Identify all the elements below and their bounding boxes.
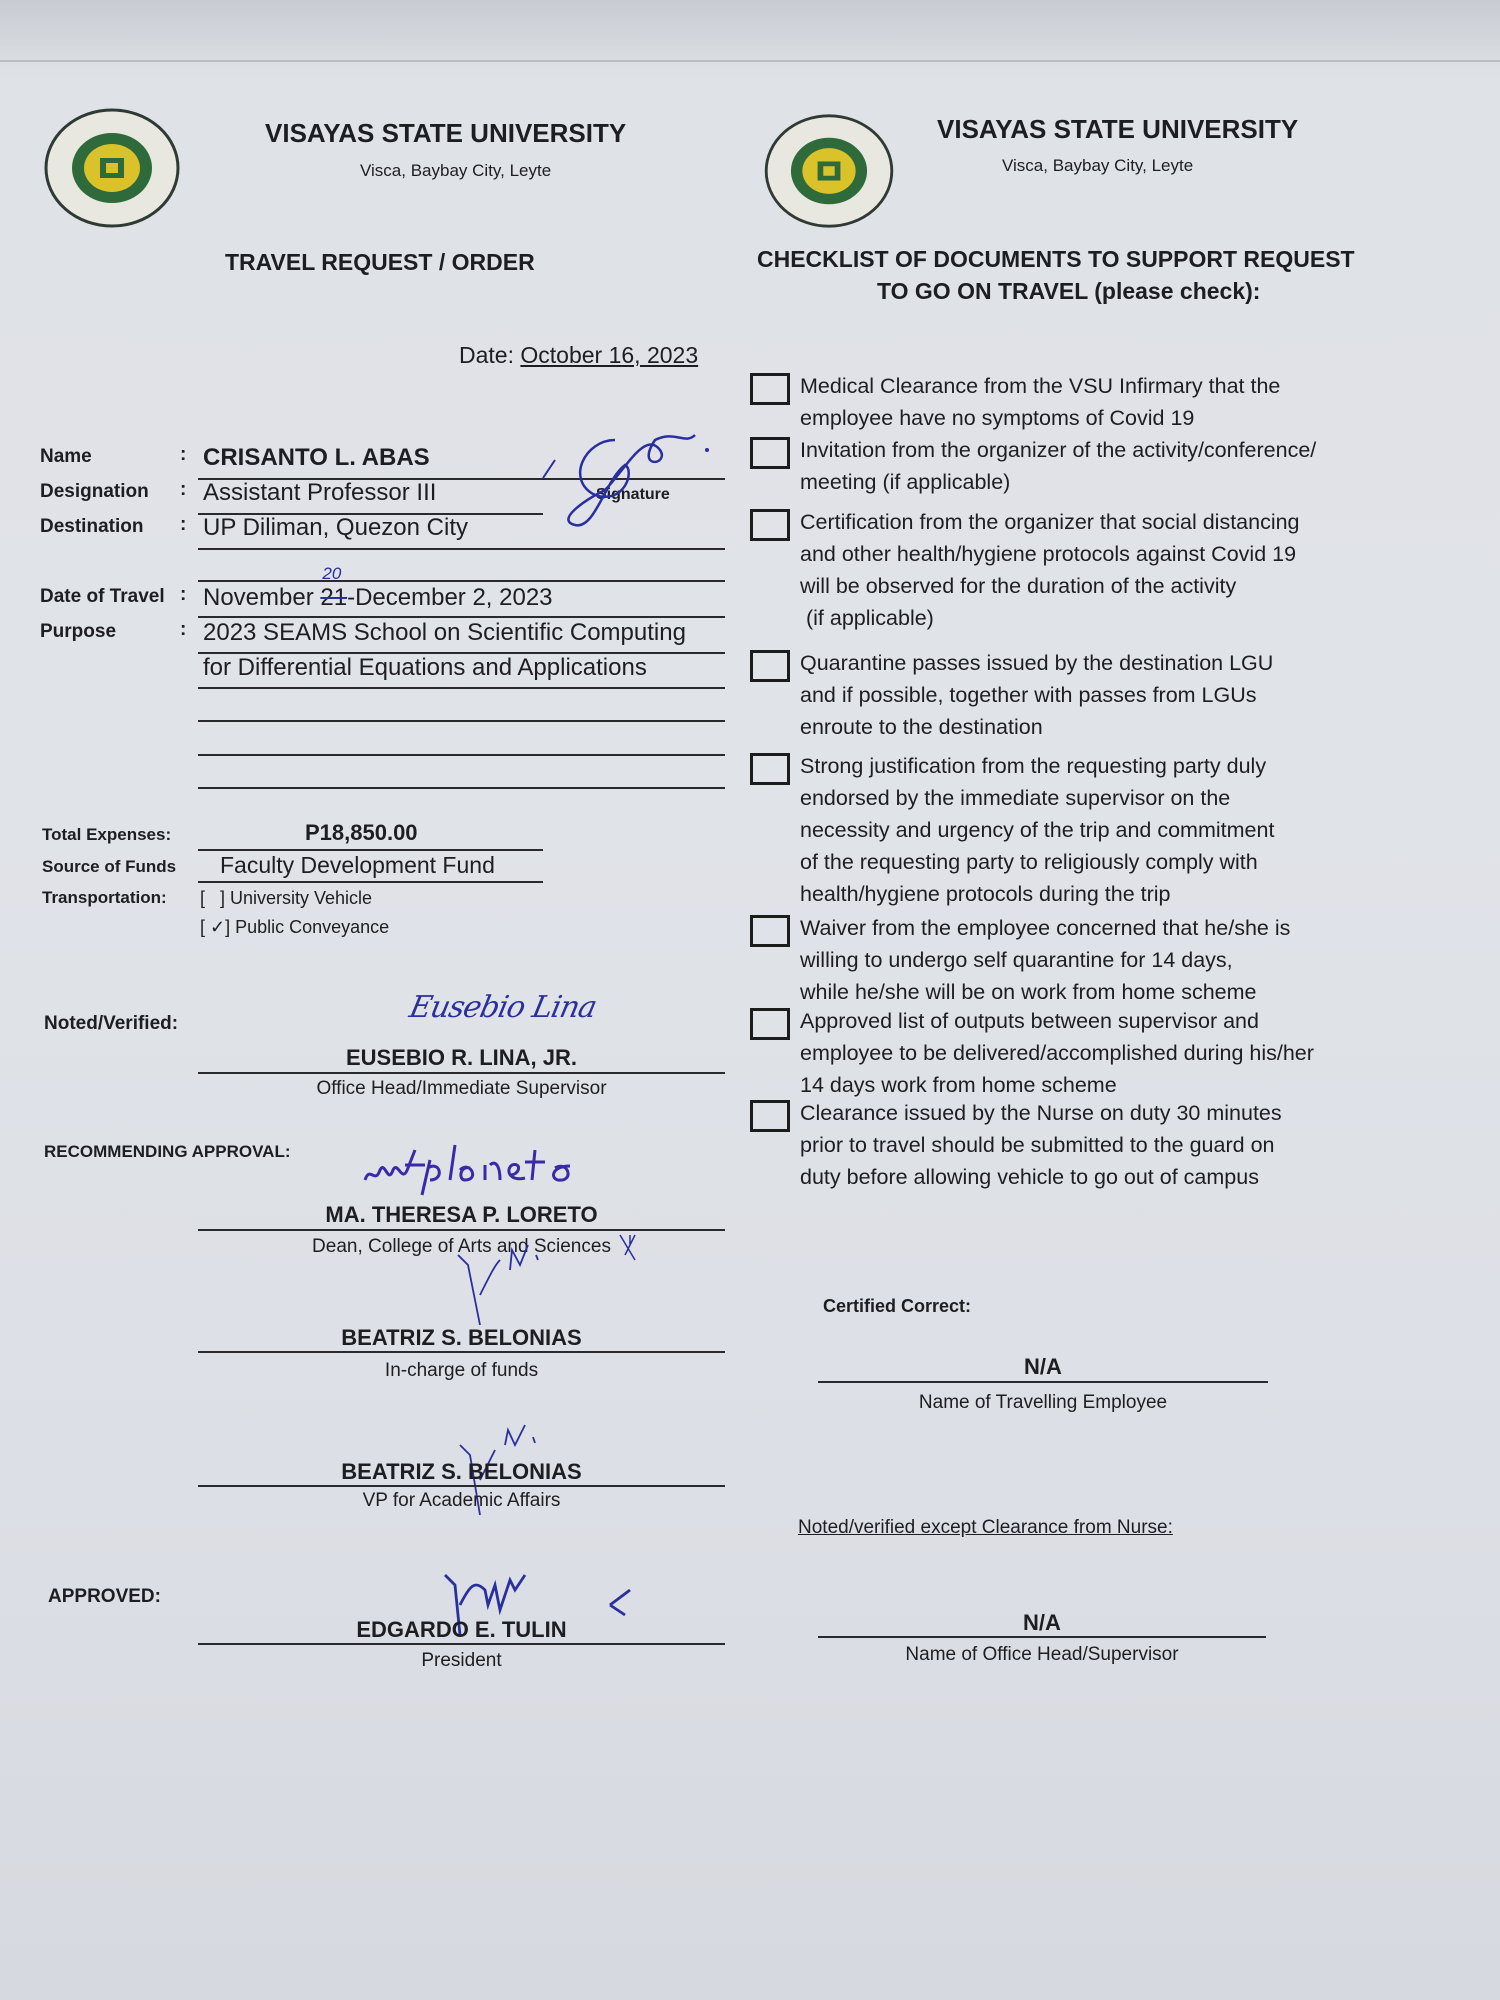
checklist-checkbox[interactable] [750,509,790,541]
checklist-item-line: necessity and urgency of the trip and commitment [800,818,1275,842]
dean-signature [360,1140,600,1200]
colon: : [180,444,187,465]
checklist-checkbox[interactable] [750,1100,790,1132]
travelling-employee-value: N/A [1024,1354,1062,1379]
checklist-item-line: Medical Clearance from the VSU Infirmary that the [800,374,1281,398]
president-name: EDGARDO E. TULIN [356,1617,567,1642]
checklist-item-line: Approved list of outputs between supervisor and [800,1009,1259,1033]
checklist-checkbox[interactable] [750,650,790,682]
university-address-right: Visca, Baybay City, Leyte [1002,156,1194,175]
checklist-item-line: Strong justification from the requesting party duly [800,754,1267,778]
checklist-item [800,506,1360,634]
checklist-item-line: Invitation from the organizer of the activity/conference/ [800,438,1317,462]
checklist-checkbox[interactable] [750,753,790,785]
travel-end-date: -December 2, 2023 [347,584,553,611]
dean-name: MA. THERESA P. LORETO [325,1202,598,1227]
form-title: TRAVEL REQUEST / ORDER [225,249,535,275]
checklist-item [800,434,1360,498]
struck-day: 21 [320,584,348,611]
supervisor-name: EUSEBIO R. LINA, JR. [345,1045,578,1070]
destination-value: UP Diliman, Quezon City [203,514,468,541]
university-seal-left [42,106,182,230]
checklist-item-line: and other health/hygiene protocols against Covid 19 [800,542,1297,566]
president-role: President [421,1650,502,1671]
total-expenses-value: P18,850.00 [305,820,418,845]
noted-verified-label: Noted/Verified: [44,1013,179,1034]
checklist-item [800,1097,1360,1193]
certified-correct-label: Certified Correct: [823,1296,972,1316]
travel-start-month: November [203,584,321,611]
travelling-employee-caption: Name of Travelling Employee [918,1392,1168,1413]
destination-label: Destination [40,516,144,537]
name-value: CRISANTO L. ABAS [203,444,430,471]
date-label: Date: [459,342,514,368]
colon: : [180,479,187,500]
checklist-item [800,912,1360,1008]
paper-fold [0,0,1500,62]
checklist-item-line: of the requesting party to religiously comply with [800,850,1258,874]
applicant-signature [535,420,715,540]
checklist-item [800,750,1360,910]
checklist-item-line: (if applicable) [800,606,934,630]
checklist-item-line: while he/she will be on work from home scheme [800,980,1257,1004]
office-head-value: N/A [1023,1610,1061,1635]
checklist-checkbox[interactable] [750,437,790,469]
checklist-checkbox[interactable] [750,373,790,405]
transport-option-public-conveyance[interactable]: [ ✓] Public Conveyance [200,917,390,937]
checklist-item-line: duty before allowing vehicle to go out of campus [800,1165,1259,1189]
checklist-item-line: employee have no symptoms of Covid 19 [800,406,1195,430]
vpaa-role: VP for Academic Affairs [362,1490,561,1511]
designation-value: Assistant Professor III [203,479,437,506]
source-of-funds-value: Faculty Development Fund [220,852,495,878]
date-of-travel-label: Date of Travel [40,586,165,607]
vpaa-name: BEATRIZ S. BELONIAS [341,1459,582,1484]
name-label: Name [40,446,92,467]
dean-role: Dean, College of Arts and Sciences [312,1236,611,1257]
office-head-caption: Name of Office Head/Supervisor [905,1644,1179,1665]
checklist-item-line: health/hygiene protocols during the trip [800,882,1171,906]
checklist-item-line: meeting (if applicable) [800,470,1011,494]
checklist-item-line: will be observed for the duration of the activity [800,574,1237,598]
checklist-item [800,647,1360,743]
checklist-item-line: Clearance issued by the Nurse on duty 30 minutes [800,1101,1282,1125]
funds-incharge-role: In-charge of funds [384,1360,539,1381]
checklist-item-line: employee to be delivered/accomplished during his/her [800,1041,1314,1065]
checklist-item-line: enroute to the destination [800,715,1043,739]
checklist-item-line: 14 days work from home scheme [800,1073,1117,1097]
colon: : [180,514,187,535]
checklist-item-line: and if possible, together with passes from LGUs [800,683,1257,707]
checklist-item [800,1005,1360,1101]
supervisor-role: Office Head/Immediate Supervisor [316,1078,607,1099]
checklist-item-line: Certification from the organizer that social distancing [800,510,1300,534]
date-value: October 16, 2023 [520,342,699,368]
date-of-travel-value [203,564,553,612]
checklist-checkbox[interactable] [750,915,790,947]
source-of-funds-label: Source of Funds [42,857,177,876]
university-seal-right [762,112,896,230]
handwritten-correction: 20 [322,564,342,583]
transportation-label: Transportation: [42,888,167,907]
checklist-item-line: willing to undergo self quarantine for 14 days, [800,948,1233,972]
checklist-title-line-2: TO GO ON TRAVEL (please check): [877,278,1261,304]
funds-incharge-name: BEATRIZ S. BELONIAS [341,1325,582,1350]
checklist-item-line: Quarantine passes issued by the destination LGU [800,651,1274,675]
purpose-line-2: for Differential Equations and Applications [203,654,647,681]
purpose-line-1: 2023 SEAMS School on Scientific Computing [203,619,686,646]
university-address: Visca, Baybay City, Leyte [360,161,552,180]
supervisor-signature: Eusebio Lina [406,990,600,1025]
date-field [459,342,698,369]
transport-option-university-vehicle[interactable]: [ ] University Vehicle [200,888,373,908]
colon: : [180,619,187,640]
noted-except-nurse-label: Noted/verified except Clearance from Nurse: [798,1517,1173,1538]
travel-start-day-struck [320,564,348,611]
approved-label: APPROVED: [48,1586,161,1607]
checklist-item-line: prior to travel should be submitted to the guard on [800,1133,1275,1157]
checklist-checkbox[interactable] [750,1008,790,1040]
checklist-item-line: endorsed by the immediate supervisor on the [800,786,1231,810]
signature-label: Signature [596,486,670,503]
designation-label: Designation [40,481,149,502]
university-name: VISAYAS STATE UNIVERSITY [265,118,627,148]
recommending-approval-label: RECOMMENDING APPROVAL: [44,1142,291,1161]
checklist-item-line: Waiver from the employee concerned that he/she is [800,916,1291,940]
total-expenses-label: Total Expenses: [42,825,172,844]
colon: : [180,584,187,605]
university-name-right: VISAYAS STATE UNIVERSITY [937,114,1299,144]
purpose-label: Purpose [40,621,117,642]
checklist-item [800,370,1360,434]
checklist-title-line-1: CHECKLIST OF DOCUMENTS TO SUPPORT REQUEST [757,246,1355,272]
